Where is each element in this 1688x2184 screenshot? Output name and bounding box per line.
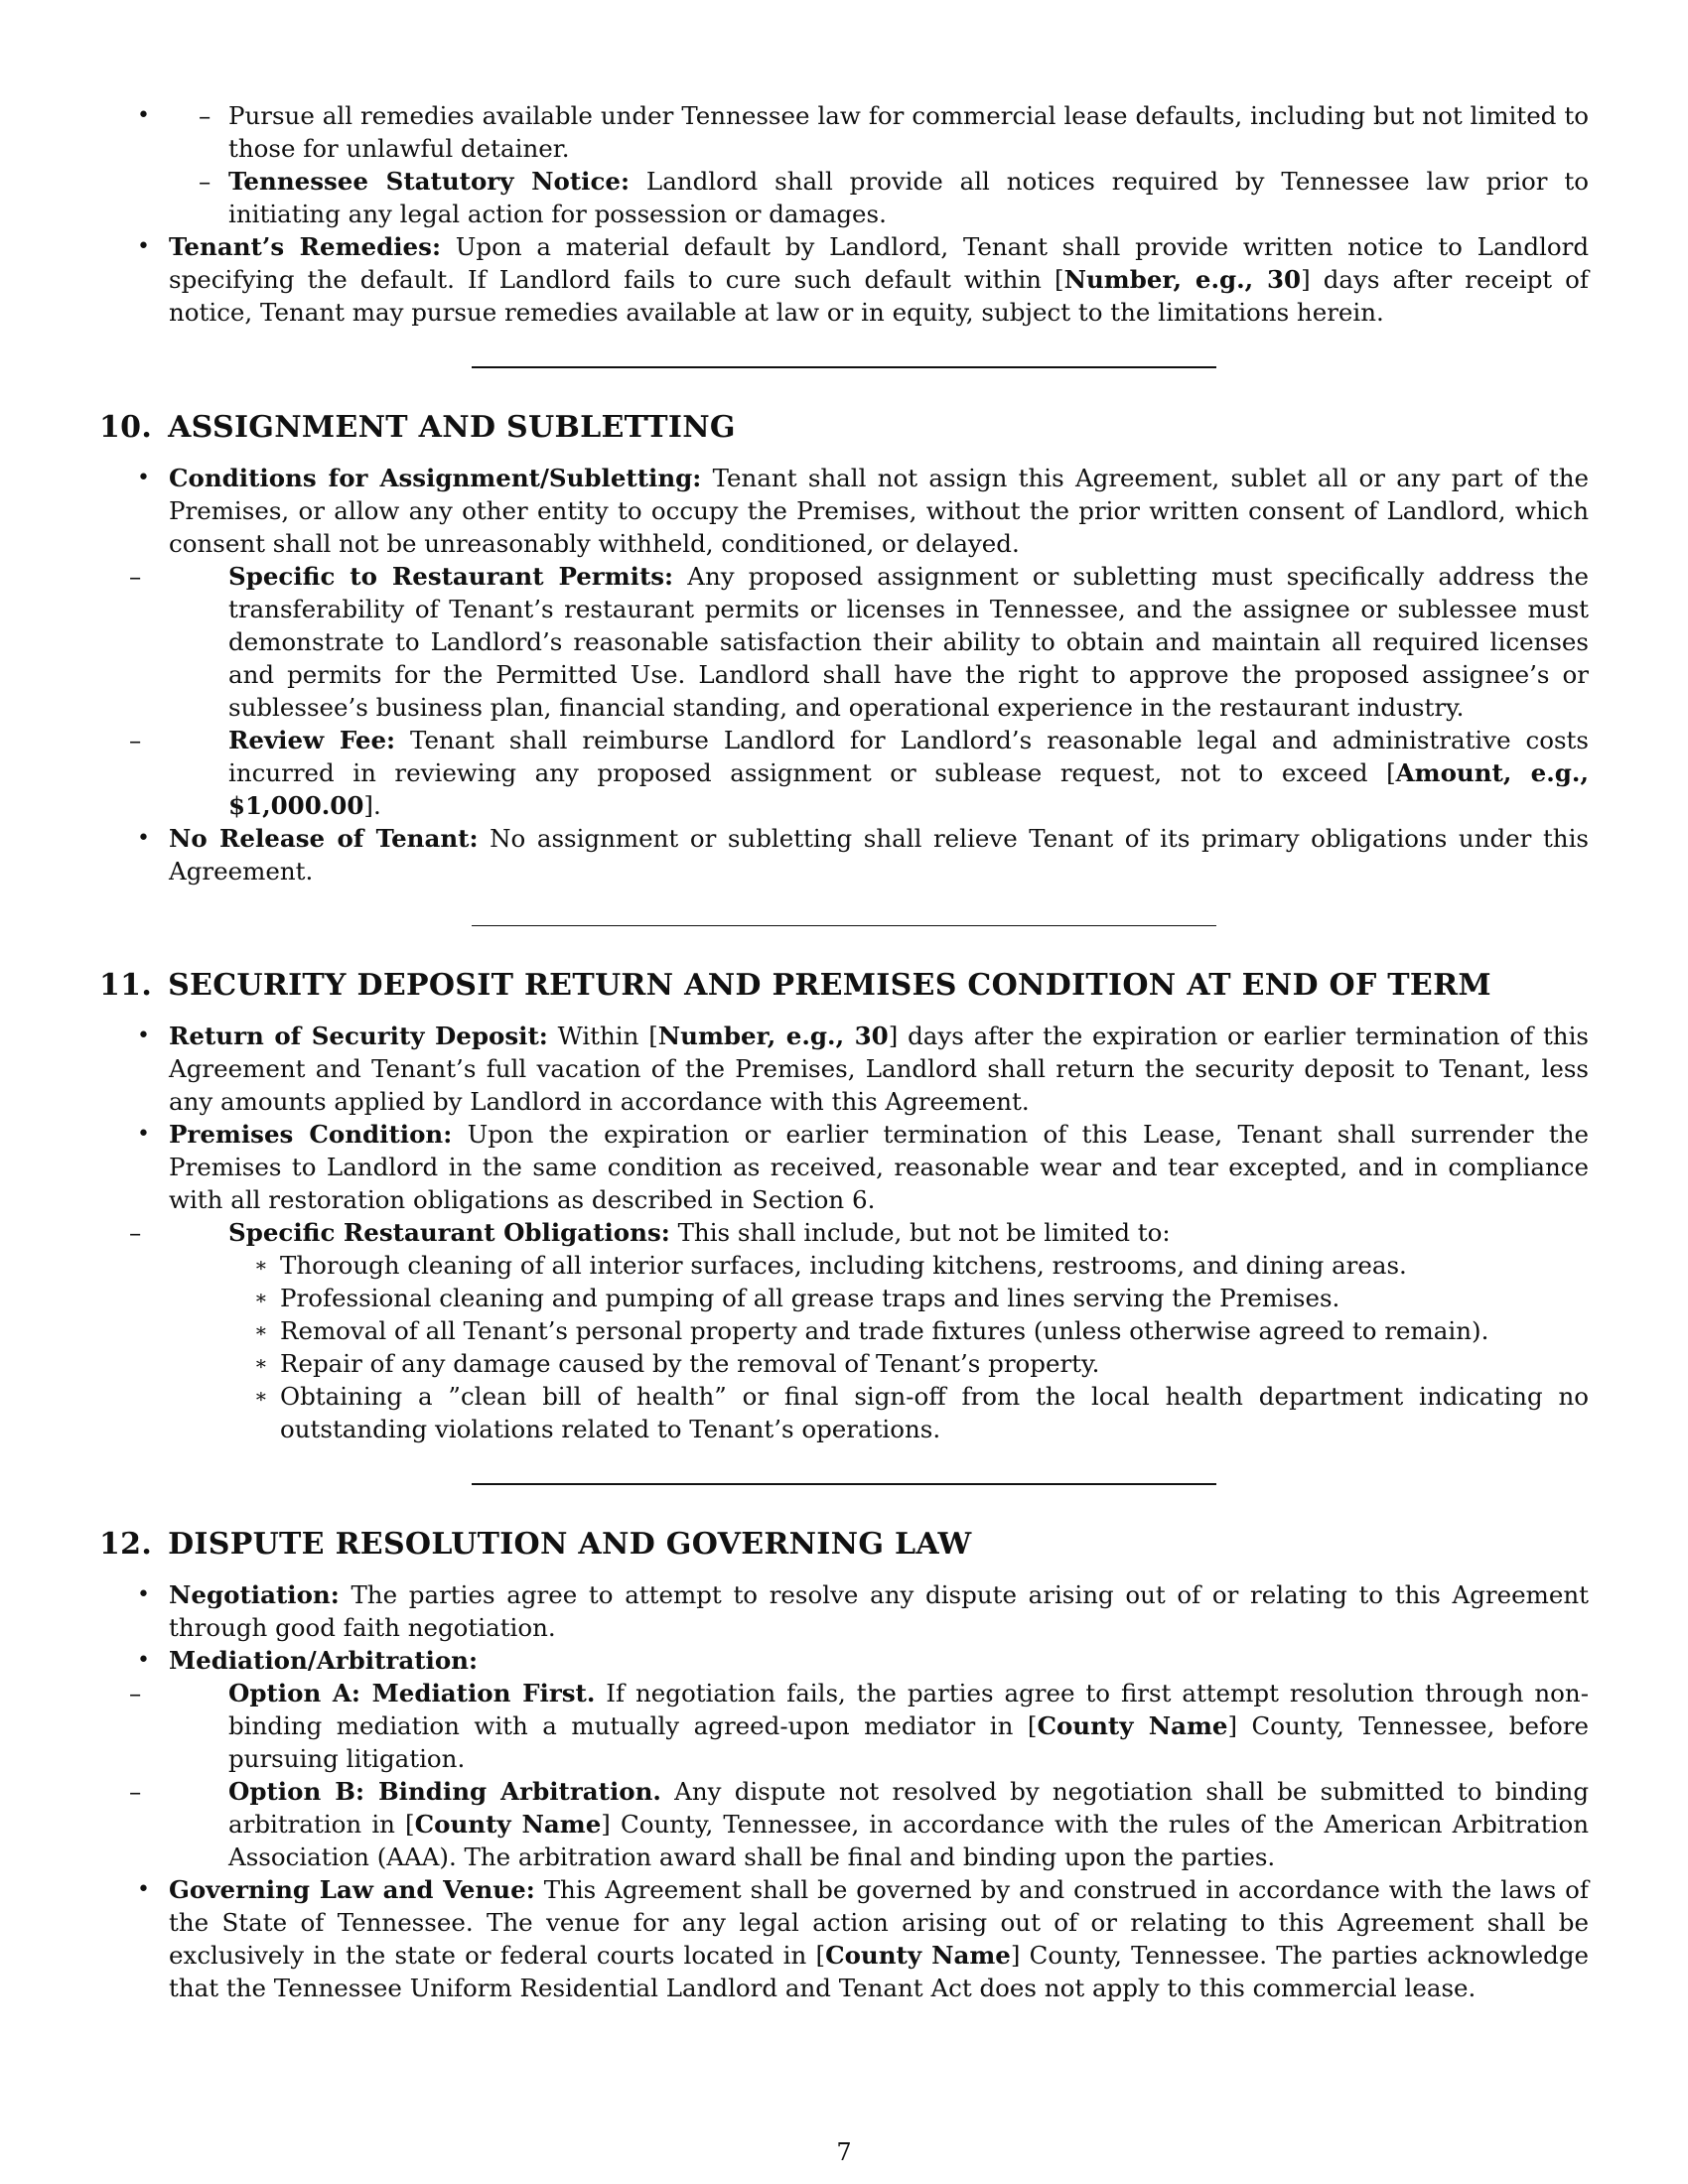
section-11-list	[99, 1020, 1589, 1445]
item-no-release: • No Release of Tenant: No assignment or subletting shall relieve Tenant of its primary obligations under this Agreement.	[99, 822, 1589, 887]
obligation-item: ∗ Thorough cleaning of all interior surfaces, including kitchens, restrooms, and dining areas.	[228, 1249, 1589, 1282]
item-label: Option B: Binding Arbitration.	[228, 1777, 661, 1806]
sub-item-option-b: – Option B: Binding Arbitration. Any dispute not resolved by negotiation shall be submitted to binding arbitration in [County Name] County, Tennessee, in accordance with the rules of the American Arbitration Association (AAA). The arbitration award shall be final and binding upon the parties.	[99, 1775, 1589, 1873]
section-heading-10: 10. ASSIGNMENT AND SUBLETTING	[99, 410, 736, 445]
item-label: Premises Condition:	[169, 1120, 453, 1149]
section-11-sublist	[169, 1216, 1589, 1445]
section-12-list	[99, 1578, 1589, 2004]
obligation-item: ∗ Removal of all Tenant’s personal property and trade fixtures (unless otherwise agreed to remain).	[228, 1314, 1589, 1347]
placeholder-field: Number, e.g., 30	[1063, 265, 1302, 294]
sub-item-remedies: – • Pursue all remedies available under Tennessee law for commercial lease defaults, including but not limited to those for unlawful detainer.	[169, 99, 1589, 165]
continuation-item	[99, 99, 1589, 230]
sub-item-review-fee: – Review Fee: Tenant shall reimburse Landlord for Landlord’s reasonable legal and administrative costs incurred in reviewing any proposed assignment or sublease request, not to exceed [Amount, e.g., $1,000.00].	[99, 724, 1589, 822]
item-label: Return of Security Deposit:	[169, 1022, 548, 1050]
placeholder-field: County Name	[825, 1941, 1011, 1970]
placeholder-field: Number, e.g., 30	[657, 1022, 889, 1050]
top-list	[99, 99, 1589, 329]
section-10-sublist	[169, 560, 1589, 822]
item-label: No Release of Tenant:	[169, 824, 479, 853]
item-tenants-remedies: • Tenant’s Remedies: Upon a material default by Landlord, Tenant shall provide written notice to Landlord specifying the default. If Landlord fails to cure such default within [Number, e.g., 30] days after receipt of notice, Tenant may pursue remedies available at law or in equity, subject to the limitations herein.	[99, 230, 1589, 329]
placeholder-field: County Name	[1037, 1711, 1228, 1740]
section-10-list	[99, 462, 1589, 887]
item-label: Review Fee:	[228, 726, 396, 754]
item-label: Governing Law and Venue:	[169, 1875, 535, 1904]
sub-item-restaurant-permits: – Specific to Restaurant Permits: Any proposed assignment or subletting must specifically address the transferability of Tenant’s restaurant permits or licenses in Tennessee, and the assignee or sublessee must demonstrate to Landlord’s reasonable satisfaction their ability to obtain and maintain all required licenses and permits for the Permitted Use. Landlord shall have the right to approve the proposed assignee’s or sublessee’s business plan, financial standing, and operational experience in the restaurant industry.	[99, 560, 1589, 724]
obligations-list	[228, 1249, 1589, 1445]
item-label: Tenant’s Remedies:	[169, 232, 441, 261]
placeholder-field: Amount, e.g., $1,000.00	[228, 758, 1589, 820]
obligation-item: ∗ Repair of any damage caused by the removal of Tenant’s property.	[228, 1347, 1589, 1380]
item-label: Option A: Mediation First.	[228, 1679, 596, 1707]
item-label: Specific to Restaurant Permits:	[228, 562, 674, 591]
page-number: 7	[836, 2138, 852, 2166]
section-heading-12: 12. DISPUTE RESOLUTION AND GOVERNING LAW	[99, 1527, 972, 1562]
item-governing-law: • Governing Law and Venue: This Agreement shall be governed by and construed in accordance with the laws of the State of Tennessee. The venue for any legal action arising out of or relating to this Agreement shall be exclusively in the state or federal courts located in [County Name] County, Tennessee. The parties acknowledge that the Tennessee Uniform Residential Landlord and Tenant Act does not apply to this commercial lease.	[99, 1873, 1589, 2004]
section-divider	[472, 1483, 1216, 1485]
section-divider	[472, 366, 1216, 368]
item-conditions-assignment: • Conditions for Assignment/Subletting: Tenant shall not assign this Agreement, sublet all or any part of the Premises, or allow any other entity to occupy the Premises, without the prior written consent of Landlord, which consent shall not be unreasonably withheld, conditioned, or delayed. – Specific to Restaurant Permits: Any proposed assignment or subletting must specifically address the transferability of Tenant’s restaurant permits or licenses in Tennessee, and the assignee or sublessee must demonstrate to Landlord’s reasonable satisfaction their ability to obtain and maintain all required licenses and permits for the Permitted Use. Landlord shall have the right to approve the proposed assignee’s or sublessee’s business plan, financial standing, and operational experience in the restaurant industry. – Review Fee: Tenant shall reimburse Landlord for Landlord’s reasonable legal and administrative costs incurred in reviewing any proposed assignment or sublease request, not to exceed [Amount, e.g., $1,000.00].	[99, 462, 1589, 822]
item-label: Conditions for Assignment/Subletting:	[169, 464, 702, 492]
document-page	[99, 99, 1589, 2004]
item-return-deposit: • Return of Security Deposit: Within [Number, e.g., 30] days after the expiration or earlier termination of this Agreement and Tenant’s full vacation of the Premises, Landlord shall return the security deposit to Tenant, less any amounts applied by Landlord in accordance with this Agreement.	[99, 1020, 1589, 1118]
item-label: Specific Restaurant Obligations:	[228, 1218, 670, 1247]
top-sublist	[169, 99, 1589, 230]
item-label: Mediation/Arbitration:	[169, 1646, 479, 1675]
sub-item-statutory-notice: – Tennessee Statutory Notice: Landlord shall provide all notices required by Tennessee law prior to initiating any legal action for possession or damages.	[169, 165, 1589, 230]
item-mediation-arbitration	[99, 1644, 1589, 1873]
section-heading-11: 11. SECURITY DEPOSIT RETURN AND PREMISES CONDITION AT END OF TERM	[99, 968, 1491, 1003]
section-12-sublist	[169, 1677, 1589, 1873]
item-premises-condition: • Premises Condition: Upon the expiration or earlier termination of this Lease, Tenant shall surrender the Premises to Landlord in the same condition as received, reasonable wear and tear excepted, and in compliance with all restoration obligations as described in Section 6. – Specific Restaurant Obligations: This shall include, but not be limited to: ∗ Thorough cleaning of all interior surfaces, including kitchens, restrooms, and dining areas. ∗ Professional cleaning and pumping of all grease traps and lines serving the Premises. ∗ Removal of all Tenant’s personal property and trade fixtures (unless otherwise agreed to remain). ∗ Repair of any damage caused by the removal of Tenant’s property. ∗ Obtaining a ”clean bill of health” or final sign-off from the local health department indicating no outstanding violations related to Tenant’s operations.	[99, 1118, 1589, 1445]
item-label: Tennessee Statutory Notice:	[228, 167, 631, 196]
item-negotiation: • Negotiation: The parties agree to attempt to resolve any dispute arising out of or relating to this Agreement through good faith negotiation.	[99, 1578, 1589, 1644]
obligation-item: ∗ Professional cleaning and pumping of all grease traps and lines serving the Premises.	[228, 1282, 1589, 1314]
placeholder-field: County Name	[414, 1810, 602, 1839]
sub-item-restaurant-obligations: – Specific Restaurant Obligations: This shall include, but not be limited to: ∗ Thorough cleaning of all interior surfaces, including kitchens, restrooms, and dining areas. ∗ Professional cleaning and pumping of all grease traps and lines serving the Premises. ∗ Removal of all Tenant’s personal property and trade fixtures (unless otherwise agreed to remain). ∗ Repair of any damage caused by the removal of Tenant’s property. ∗ Obtaining a ”clean bill of health” or final sign-off from the local health department indicating no outstanding violations related to Tenant’s operations.	[99, 1216, 1589, 1445]
obligation-item: ∗ Obtaining a ”clean bill of health” or final sign-off from the local health department indicating no outstanding violations related to Tenant’s operations.	[228, 1380, 1589, 1445]
section-divider	[472, 925, 1216, 926]
sub-item-option-a: – Option A: Mediation First. If negotiation fails, the parties agree to first attempt resolution through non-binding mediation with a mutually agreed-upon mediator in [County Name] County, Tennessee, before pursuing litigation.	[99, 1677, 1589, 1775]
item-label: Negotiation:	[169, 1580, 340, 1609]
